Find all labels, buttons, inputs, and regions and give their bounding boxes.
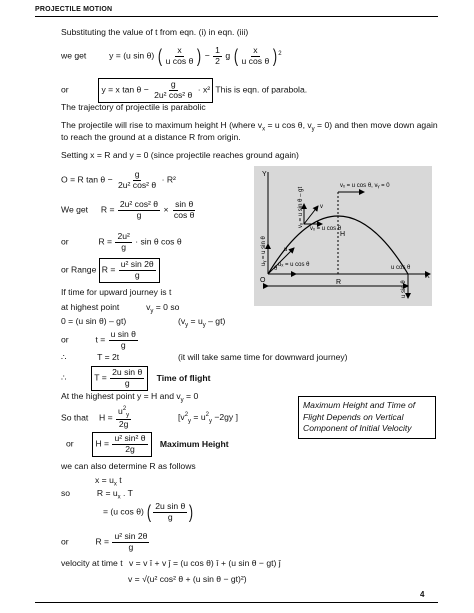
label-ucos-left: uₓ = u cos θ [278,262,310,268]
running-header: PROJECTILE MOTION [35,6,113,13]
initial-velocity-arrow [268,248,294,274]
eq-so-that: So that H = $\frac{u^2_y}{2g}$ [61,405,130,430]
eq-T-box: ∴ T = $\frac{\text{2u sin θ}}{g}$ Time of flight [61,366,210,391]
eq-range: or Range R = $\frac{\text{u² sin 2θ}}{g}$ [61,258,160,283]
eq-we-get-R: We get R = $\frac{\text{2u² cos² θ}}{g}$ × $\frac{\text{sin θ}}{\text{cos θ}}$ [61,199,195,220]
eq-velocity: velocity at time t v = v î + v ĵ = (u cos θ) î + (u sin θ − gt) ĵ [61,558,281,568]
header-rule [35,16,438,17]
label-top: vₓ = u cos θ, vᵧ = 0 [340,183,390,189]
text-also-R: we can also determine R as follows [61,461,196,471]
projectile-figure [254,166,432,306]
footer-rule [35,602,438,603]
eq-t: or t = $\frac{\text{u sin θ}}{g}$ [61,329,136,350]
page-number: 4 [420,590,425,599]
eq-R-final: or R = $\frac{\text{u² sin 2θ}}{g}$ [61,531,148,552]
eq-y-lhs: y = (u sin θ) [109,50,155,61]
max-height-box: H = $\frac{\text{u² sin² θ}}{2g}$ [92,432,151,457]
label-origin: O [260,277,266,284]
eq-parabola-row [61,78,307,103]
text-zero-eq: 0 = (u sin θ) – gt) [61,316,127,326]
label-max-height: Maximum Height [159,438,229,449]
eq-x: $x = u_x$ t [95,475,122,488]
frac-x-ucos-2: $\frac{x}{\text{u cos θ}}$ [241,45,270,66]
label-mid-v: v [320,204,323,210]
frac-x-ucos: $\frac{x}{\text{u cos θ}}$ [165,45,194,66]
eq-ucos-paren: = (u cos θ) ( $\frac{\text{2u sin θ}}{g}$ ) [103,501,194,523]
label-y-axis: Y [262,171,267,178]
eq-v-mag: v = √(u² cos² θ + (u sin θ − gt)²) [128,574,247,584]
text-vy-eq: $(v_y = u_y - gt)$ [178,316,226,329]
note-box: Maximum Height and Time of Flight Depends on Vertical Component of Initial Velocity [298,396,436,439]
eq-or-R: or R = $\frac{\text{2u²}}{g}$ · sin θ cos θ [61,231,182,252]
label-u: u [284,247,288,253]
text-vy2: [$v^2_y = u^2_y -2gy$ ] [178,412,238,425]
eq-o-row: O = R tan θ − $\frac{g}{\text{2u² cos² θ}}$ · R² [61,169,176,190]
eq-y-row: we get y = (u sin θ) ( $\frac{x}{\text{u cos θ}}$ ) − $\frac{1}{2}$ g ( $\frac{x}{\text{u cos θ}}$ )$^2$ [61,45,282,67]
text-T2t: ∴ T = 2t [61,352,120,362]
eq-R-ux: so $R = u_x$ . T [61,488,133,501]
text-setting: Setting x = R and y = 0 (since projectile reaches ground again) [61,150,299,160]
label-usin-right: u sin θ [401,280,407,298]
label-usin-left: uᵧ = u sin θ [261,236,267,266]
label-theta: θ [274,266,278,272]
text-time-up: If time for upward journey is t [61,287,172,297]
parabola-note: This is eqn. of parabola. [215,84,308,95]
label-or: or [61,84,69,95]
text-highest: at highest point $v_y = 0$ so [61,302,180,315]
label-x-axis: X [425,273,430,280]
text-same-time: (it will take same time for downward journey) [178,352,348,362]
text-rise-2: to reach the ground at a distance R from origin. [61,132,241,142]
frac-half: $\frac{1}{2}$ [215,45,220,66]
parabola-box: y = x tan θ − $\frac{g}{\text{2u² cos² θ}}$ · x² [98,78,213,103]
label-mid-vx: vₓ = u cos θ [310,226,342,232]
projectile-diagram [254,166,432,306]
label-ucos-right: u cos θ [391,265,411,271]
range-box: R = $\frac{\text{u² sin 2θ}}{g}$ [99,258,160,283]
text-substituting: Substituting the value of t from eqn. (i) in eqn. (iii) [61,27,249,37]
tof-box: T = $\frac{\text{2u sin θ}}{g}$ [91,366,148,391]
eq-H-box: or H = $\frac{\text{u² sin² θ}}{2g}$ Maximum Height [66,432,229,457]
label-height: H [340,231,346,238]
label-tof: Time of flight [156,372,211,383]
label-mid-left: vᵧ = u sin θ – gt [298,186,304,228]
text-trajectory: The trajectory of projectile is parabolic [61,102,206,112]
text-at-highest: At the highest point y = H and $v_y = 0$ [61,391,199,404]
label-we-get: we get [61,50,87,61]
label-range: R [336,279,342,286]
text-rise-1: The projectile will rise to maximum height H (where $v_x = u$ cos θ, $v_y = 0$) and then move down again [61,120,438,133]
